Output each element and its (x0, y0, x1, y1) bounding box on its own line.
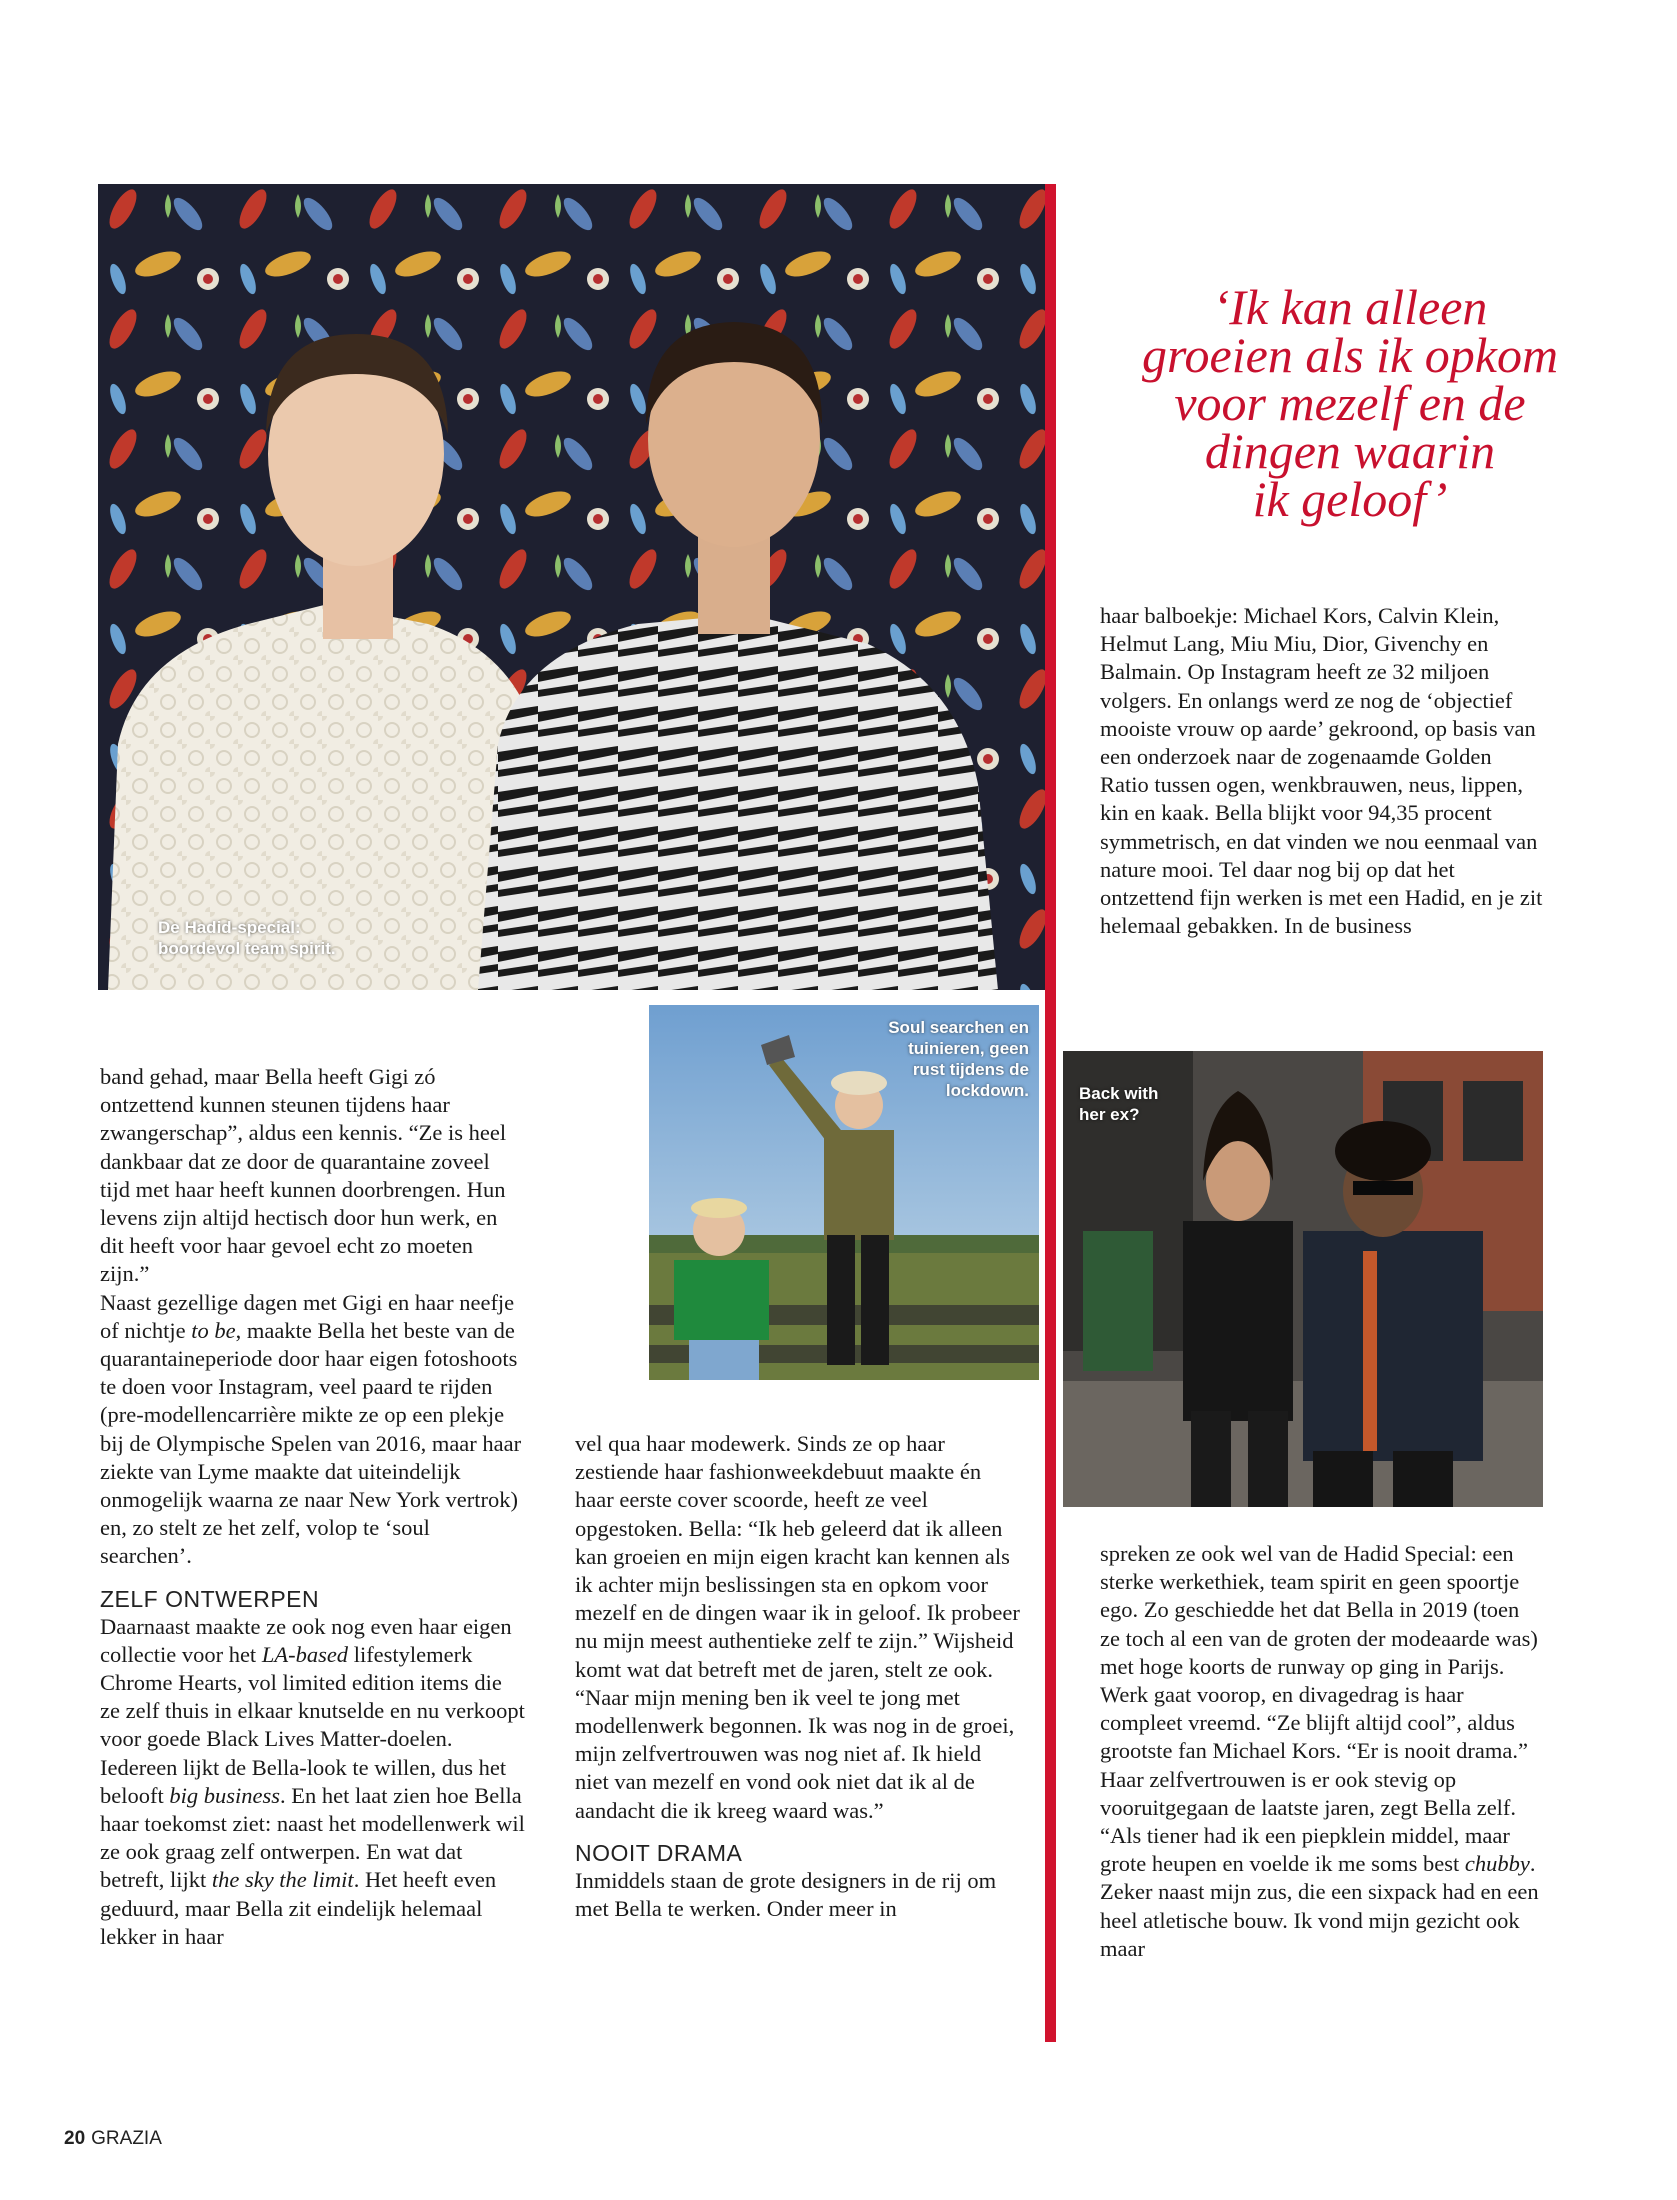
column-top-right (1100, 602, 1544, 940)
street-photo-caption (1079, 1083, 1158, 1125)
paragraph (100, 1289, 525, 1571)
text-run: Haar zelfvertrouwen is er ook stevig op vooruitgegaan de laatste jaren, zegt Bella zelf. “Als tiener had ik een piepklein middel, maar grote heupen en voelde ik me soms best (1100, 1766, 1517, 1877)
column-left (100, 1063, 525, 1951)
page-number: 20 (64, 2128, 86, 2149)
street-photo (1063, 1051, 1543, 1507)
pull-quote-line: ‘Ik kan alleen (1212, 279, 1488, 335)
paragraph: Inmiddels staan de grote designers in de rij om met Bella te werken. Onder meer in (575, 1867, 997, 1922)
text-run: lifestylemerk Chrome Hearts, vol limited edition items die ze zelf thuis in elkaar knutselde en nu verkoopt voor goede Black Lives Matter-doelen. Iedereen lijkt de Bella-look te willen, dus het belooft (100, 1641, 525, 1808)
main-photo (98, 184, 1045, 990)
main-photo-illustration (98, 184, 1045, 990)
text-run: Daarnaast maakte ze ook nog even haar eigen collectie voor het (100, 1613, 512, 1667)
section-heading: ZELF ONTWERPEN (100, 1585, 320, 1612)
red-vertical-bar (1045, 184, 1056, 2042)
pull-quote-line: dingen waarin (1204, 423, 1496, 479)
caption-line: tuinieren, geen (908, 1039, 1029, 1058)
column-middle (575, 1430, 1020, 1923)
pull-quote-line: ik geloof’ (1252, 471, 1448, 527)
caption-line: Back with (1079, 1084, 1159, 1103)
column-right (1100, 1540, 1544, 1963)
text-run: . Zeker naast mijn zus, die een sixpack had en een heel atletische bouw. Ik vond mijn gezicht ook maar (1100, 1851, 1539, 1961)
caption-line: boordevol team spirit. (158, 939, 336, 958)
text-run: . En het laat zien hoe Bella haar toekomst ziet: naast het modellenwerk wil ze ook graag zelf ontwerpen. En wat dat betreft, lijkt (100, 1782, 525, 1893)
caption-line: Soul searchen en (888, 1018, 1029, 1037)
pull-quote-line: voor mezelf en de (1174, 375, 1526, 431)
page-footer (64, 2128, 162, 2150)
section-heading: NOOIT DRAMA (575, 1839, 743, 1866)
caption-line: lockdown. (945, 1081, 1029, 1100)
paragraph: band gehad, maar Bella heeft Gigi zó ontzettend kunnen steunen tijdens haar zwangerschap”, aldus een kennis. “Ze is heel dankbaar dat ze door de quarantaine zoveel tijd met haar heeft kunnen doorbrengen. Hun levens zijn altijd hectisch door hun werk, en dit heeft voor haar gevoel echt zo moeten zijn.” (100, 1064, 507, 1287)
pull-quote (1080, 279, 1620, 527)
emphasis: to be (191, 1317, 236, 1343)
garden-photo-caption (888, 1017, 1029, 1101)
text-run: . Het heeft even geduurd, maar Bella zit eindelijk helemaal lekker in haar (100, 1867, 497, 1949)
emphasis: the sky the limit (211, 1867, 354, 1893)
emphasis: LA-based (261, 1641, 349, 1667)
emphasis: big business (169, 1782, 280, 1808)
magazine-name: GRAZIA (91, 2128, 162, 2149)
text-run: , maakte Bella het beste van de quarantaineperiode door haar eigen fotoshoots te doen voor Instagram, veel paard te rijden (pre-modellencarrière mikte ze op een plekje bij de Olympische Spelen van 2016, maar haar ziekte van Lyme maakte dat uiteindelijk onmogelijk waarna ze naar New York vertrok) en, zo stelt ze het zelf, volop te ‘soul searchen’. (100, 1317, 522, 1569)
emphasis: chubby (1464, 1851, 1530, 1877)
paragraph: haar balboekje: Michael Kors, Calvin Klein, Helmut Lang, Miu Miu, Dior, Givenchy en Balmain. Op Instagram heeft ze 32 miljoen volgers. En onlangs werd ze nog de ‘objectief mooiste vrouw op aarde’ gekroond, op basis van een onderzoek naar de zogenaamde Golden Ratio tussen ogen, wenkbrauwen, neus, lippen, kin en kaak. Bella blijkt voor 94,35 procent symmetrisch, en dat vinden we nou eenmaal van nature mooi. Tel daar nog bij op dat het ontzettend fijn werken is met een Hadid, en je zit helemaal gebakken. In de business (1100, 603, 1543, 939)
caption-line: rust tijdens de (912, 1060, 1029, 1079)
paragraph (100, 1613, 525, 1951)
paragraph: spreken ze ook wel van de Hadid Special: een sterke werkethiek, team spirit en geen spoortje ego. Zo geschiedde het dat Bella in 2019 (toen ze toch al een van de groten der modeaarde was) met hoge koorts de runway op ging in Parijs. Werk gaat voorop, en divagedrag is haar compleet vreemd. “Ze blijft altijd cool”, aldus grootste fan Michael Kors. “Er is nooit drama.” (1100, 1541, 1538, 1764)
caption-line: De Hadid-special: (158, 918, 301, 937)
caption-line: her ex? (1079, 1105, 1140, 1124)
paragraph (1100, 1766, 1544, 1963)
paragraph: vel qua haar modewerk. Sinds ze op haar zestiende haar fashionweekdebuut maakte én haar eerste cover scoorde, heeft ze veel opgestoken. Bella: “Ik heb geleerd dat ik alleen kan groeien en mijn eigen kracht kan kennen als ik achter mijn beslissingen sta en opkom voor mezelf en de dingen waar ik in geloof. Ik probeer nu mijn meest authentieke zelf te zijn.” Wijsheid komt wat dat betreft met de jaren, stelt ze ook. “Naar mijn mening ben ik veel te jong met modellenwerk begonnen. Ik was nog in de groei, mijn zelfvertrouwen was nog niet af. Ik hield niet van mezelf en vond ook niet dat ik al de aandacht die ik kreeg waard was.” (575, 1431, 1020, 1823)
garden-photo (649, 1005, 1039, 1380)
text-run: Naast gezellige dagen met Gigi en haar neefje of nichtje (100, 1289, 515, 1343)
main-photo-caption (158, 917, 336, 959)
pull-quote-line: groeien als ik opkom (1141, 327, 1559, 383)
